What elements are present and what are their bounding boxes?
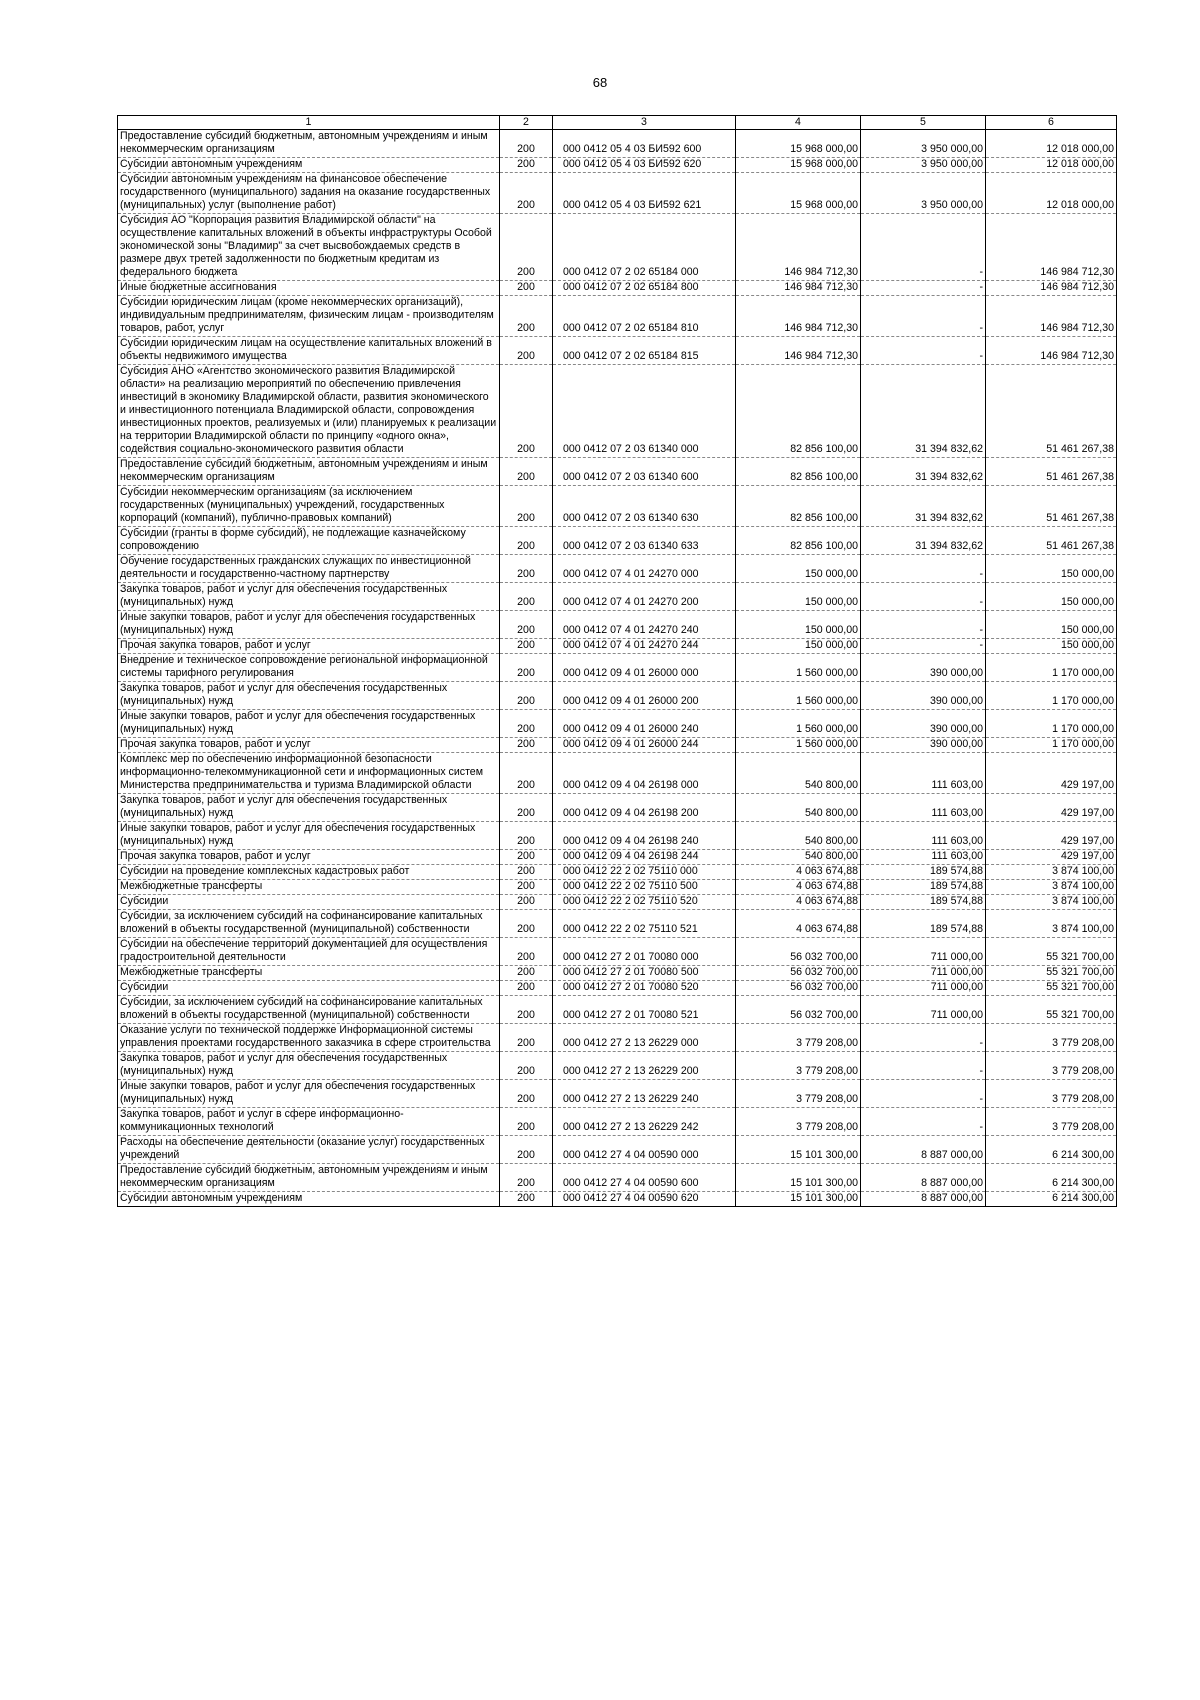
row-approved-amount: 1 560 000,00 [736,738,861,753]
row-budget-code: 000 0412 07 2 02 65184 000 [553,214,736,281]
column-header: 2 [500,116,553,130]
row-executed-amount: 390 000,00 [861,682,986,710]
row-name: Закупка товаров, работ и услуг в сфере информационно-коммуникационных технологий [118,1108,500,1136]
row-budget-code: 000 0412 09 4 01 26000 240 [553,710,736,738]
row-code: 200 [500,753,553,794]
row-code: 200 [500,130,553,158]
row-executed-amount: 711 000,00 [861,938,986,966]
row-name: Закупка товаров, работ и услуг для обеспечения государственных (муниципальных) нужд [118,583,500,611]
row-budget-code: 000 0412 05 4 03 БИ592 600 [553,130,736,158]
row-approved-amount: 82 856 100,00 [736,458,861,486]
row-executed-amount: 111 603,00 [861,794,986,822]
row-name: Субсидия АО "Корпорация развития Владимирской области" на осуществление капитальных вложений в объекты инфраструктуры Особой экономической зоны "Владимир" за счет высвобождаемых средств в размере двух третей задолженности по бюджетным кредитам из федерального бюджета [118,214,500,281]
table-row [118,1024,1117,1052]
row-name: Предоставление субсидий бюджетным, автономным учреждениям и иным некоммерческим организациям [118,458,500,486]
row-name: Субсидии юридическим лицам на осуществление капитальных вложений в объекты недвижимого имущества [118,337,500,365]
row-code: 200 [500,850,553,865]
row-code: 200 [500,1136,553,1164]
row-approved-amount: 540 800,00 [736,850,861,865]
row-code: 200 [500,173,553,214]
table-row [118,981,1117,996]
row-executed-amount: 189 574,88 [861,865,986,880]
row-remaining-amount: 51 461 267,38 [986,365,1117,458]
row-approved-amount: 15 968 000,00 [736,173,861,214]
row-executed-amount: - [861,337,986,365]
row-approved-amount: 56 032 700,00 [736,966,861,981]
row-approved-amount: 4 063 674,88 [736,910,861,938]
row-approved-amount: 56 032 700,00 [736,996,861,1024]
row-name: Иные закупки товаров, работ и услуг для обеспечения государственных (муниципальных) нужд [118,822,500,850]
row-remaining-amount: 3 874 100,00 [986,865,1117,880]
row-executed-amount: 8 887 000,00 [861,1136,986,1164]
row-budget-code: 000 0412 27 2 01 70080 000 [553,938,736,966]
row-budget-code: 000 0412 27 4 04 00590 600 [553,1164,736,1192]
table-row [118,1080,1117,1108]
row-remaining-amount: 150 000,00 [986,611,1117,639]
row-remaining-amount: 3 779 208,00 [986,1052,1117,1080]
row-approved-amount: 3 779 208,00 [736,1024,861,1052]
row-code: 200 [500,158,553,173]
row-executed-amount: 111 603,00 [861,753,986,794]
row-executed-amount: 111 603,00 [861,822,986,850]
row-executed-amount: 3 950 000,00 [861,158,986,173]
table-row [118,296,1117,337]
row-remaining-amount: 3 874 100,00 [986,895,1117,910]
row-approved-amount: 4 063 674,88 [736,865,861,880]
row-approved-amount: 1 560 000,00 [736,654,861,682]
table-row [118,639,1117,654]
row-name: Межбюджетные трансферты [118,880,500,895]
row-code: 200 [500,880,553,895]
row-approved-amount: 540 800,00 [736,822,861,850]
table-row [118,365,1117,458]
row-approved-amount: 1 560 000,00 [736,682,861,710]
row-budget-code: 000 0412 27 2 01 70080 521 [553,996,736,1024]
row-code: 200 [500,938,553,966]
row-remaining-amount: 55 321 700,00 [986,996,1117,1024]
table-row [118,710,1117,738]
table-row [118,158,1117,173]
row-approved-amount: 3 779 208,00 [736,1052,861,1080]
row-name: Иные бюджетные ассигнования [118,281,500,296]
row-executed-amount: 31 394 832,62 [861,486,986,527]
row-code: 200 [500,639,553,654]
row-executed-amount: - [861,555,986,583]
row-budget-code: 000 0412 07 2 02 65184 810 [553,296,736,337]
row-budget-code: 000 0412 09 4 01 26000 000 [553,654,736,682]
row-approved-amount: 56 032 700,00 [736,981,861,996]
row-approved-amount: 540 800,00 [736,753,861,794]
row-code: 200 [500,654,553,682]
row-budget-code: 000 0412 27 2 13 26229 200 [553,1052,736,1080]
row-remaining-amount: 51 461 267,38 [986,527,1117,555]
table-row [118,214,1117,281]
table-row [118,966,1117,981]
row-name: Внедрение и техническое сопровождение региональной информационной системы тарифного регулирования [118,654,500,682]
table-row [118,458,1117,486]
row-budget-code: 000 0412 07 2 02 65184 815 [553,337,736,365]
row-remaining-amount: 12 018 000,00 [986,173,1117,214]
row-remaining-amount: 55 321 700,00 [986,981,1117,996]
row-code: 200 [500,865,553,880]
row-name: Оказание услуги по технической поддержке Информационной системы управления проектами государственного заказчика в сфере строительства [118,1024,500,1052]
row-executed-amount: 711 000,00 [861,966,986,981]
row-approved-amount: 150 000,00 [736,583,861,611]
row-executed-amount: 390 000,00 [861,710,986,738]
table-row [118,753,1117,794]
row-name: Субсидии на обеспечение территорий документацией для осуществления градостроительной деятельности [118,938,500,966]
row-remaining-amount: 429 197,00 [986,794,1117,822]
table-row [118,850,1117,865]
row-name: Субсидии юридическим лицам (кроме некоммерческих организаций), индивидуальным предпринимателям, физическим лицам - производителям товаров, работ, услуг [118,296,500,337]
row-executed-amount: - [861,583,986,611]
row-name: Субсидии автономным учреждениям [118,158,500,173]
row-remaining-amount: 51 461 267,38 [986,458,1117,486]
row-executed-amount: 8 887 000,00 [861,1164,986,1192]
table-row [118,1164,1117,1192]
table-row [118,794,1117,822]
row-name: Закупка товаров, работ и услуг для обеспечения государственных (муниципальных) нужд [118,1052,500,1080]
row-remaining-amount: 12 018 000,00 [986,130,1117,158]
row-name: Субсидии автономным учреждениям [118,1192,500,1207]
table-row [118,337,1117,365]
row-name: Субсидии некоммерческим организациям (за исключением государственных (муниципальных) учреждений, государственных корпораций (компаний), публично-правовых компаний) [118,486,500,527]
row-name: Закупка товаров, работ и услуг для обеспечения государственных (муниципальных) нужд [118,682,500,710]
row-remaining-amount: 146 984 712,30 [986,337,1117,365]
row-executed-amount: 3 950 000,00 [861,130,986,158]
row-code: 200 [500,1108,553,1136]
row-name: Предоставление субсидий бюджетным, автономным учреждениям и иным некоммерческим организациям [118,1164,500,1192]
row-approved-amount: 15 968 000,00 [736,130,861,158]
row-remaining-amount: 146 984 712,30 [986,281,1117,296]
row-name: Закупка товаров, работ и услуг для обеспечения государственных (муниципальных) нужд [118,794,500,822]
column-header: 1 [118,116,500,130]
row-remaining-amount: 1 170 000,00 [986,710,1117,738]
row-executed-amount: 189 574,88 [861,895,986,910]
row-name: Субсидии, за исключением субсидий на софинансирование капитальных вложений в объекты государственной (муниципальной) собственности [118,996,500,1024]
row-name: Субсидии, за исключением субсидий на софинансирование капитальных вложений в объекты государственной (муниципальной) собственности [118,910,500,938]
row-code: 200 [500,966,553,981]
row-code: 200 [500,337,553,365]
row-budget-code: 000 0412 09 4 04 26198 200 [553,794,736,822]
row-executed-amount: - [861,639,986,654]
row-approved-amount: 3 779 208,00 [736,1080,861,1108]
row-budget-code: 000 0412 09 4 01 26000 200 [553,682,736,710]
row-executed-amount: - [861,1080,986,1108]
row-code: 200 [500,710,553,738]
row-approved-amount: 4 063 674,88 [736,895,861,910]
row-name: Субсидия АНО «Агентство экономического развития Владимирской области» на реализацию мероприятий по обеспечению привлечения инвестиций в экономику Владимирской области, развития экономического и инвестиционного потенциала Владимирской области, сопровождения инвестиционных проектов, реализуемых и (или) планируемых к реализации на территории Владимирской области по принципу «одного окна», содействия социально-экономического развития области [118,365,500,458]
row-name: Иные закупки товаров, работ и услуг для обеспечения государственных (муниципальных) нужд [118,611,500,639]
row-executed-amount: 31 394 832,62 [861,527,986,555]
row-remaining-amount: 1 170 000,00 [986,682,1117,710]
row-code: 200 [500,996,553,1024]
row-budget-code: 000 0412 27 4 04 00590 620 [553,1192,736,1207]
row-approved-amount: 82 856 100,00 [736,527,861,555]
row-remaining-amount: 1 170 000,00 [986,654,1117,682]
table-row [118,583,1117,611]
row-name: Иные закупки товаров, работ и услуг для обеспечения государственных (муниципальных) нужд [118,1080,500,1108]
row-name: Иные закупки товаров, работ и услуг для обеспечения государственных (муниципальных) нужд [118,710,500,738]
row-approved-amount: 540 800,00 [736,794,861,822]
row-remaining-amount: 429 197,00 [986,753,1117,794]
table-row [118,173,1117,214]
row-remaining-amount: 6 214 300,00 [986,1136,1117,1164]
row-executed-amount: 390 000,00 [861,654,986,682]
row-code: 200 [500,794,553,822]
column-header: 5 [861,116,986,130]
row-budget-code: 000 0412 27 2 01 70080 520 [553,981,736,996]
row-name: Субсидии автономным учреждениям на финансовое обеспечение государственного (муниципального) задания на оказание государственных (муниципальных) услуг (выполнение работ) [118,173,500,214]
column-header: 4 [736,116,861,130]
row-remaining-amount: 150 000,00 [986,583,1117,611]
table-row [118,996,1117,1024]
table-row [118,654,1117,682]
row-approved-amount: 146 984 712,30 [736,337,861,365]
row-budget-code: 000 0412 09 4 04 26198 244 [553,850,736,865]
row-name: Субсидии [118,895,500,910]
row-code: 200 [500,296,553,337]
row-approved-amount: 82 856 100,00 [736,365,861,458]
row-remaining-amount: 1 170 000,00 [986,738,1117,753]
row-code: 200 [500,214,553,281]
row-executed-amount: - [861,214,986,281]
row-executed-amount: - [861,281,986,296]
row-budget-code: 000 0412 22 2 02 75110 521 [553,910,736,938]
row-code: 200 [500,458,553,486]
row-name: Прочая закупка товаров, работ и услуг [118,639,500,654]
row-approved-amount: 150 000,00 [736,555,861,583]
row-name: Комплекс мер по обеспечению информационной безопасности информационно-телекоммуникационной сети и информационных систем Министерства предпринимательства и туризма Владимирской области [118,753,500,794]
row-executed-amount: 189 574,88 [861,910,986,938]
row-executed-amount: 8 887 000,00 [861,1192,986,1207]
row-budget-code: 000 0412 22 2 02 75110 000 [553,865,736,880]
row-approved-amount: 15 968 000,00 [736,158,861,173]
table-row [118,486,1117,527]
row-budget-code: 000 0412 22 2 02 75110 520 [553,895,736,910]
row-name: Прочая закупка товаров, работ и услуг [118,850,500,865]
row-budget-code: 000 0412 22 2 02 75110 500 [553,880,736,895]
row-remaining-amount: 429 197,00 [986,850,1117,865]
column-header: 6 [986,116,1117,130]
row-remaining-amount: 51 461 267,38 [986,486,1117,527]
row-executed-amount: 111 603,00 [861,850,986,865]
row-remaining-amount: 3 779 208,00 [986,1080,1117,1108]
row-remaining-amount: 3 874 100,00 [986,910,1117,938]
row-code: 200 [500,555,553,583]
row-approved-amount: 4 063 674,88 [736,880,861,895]
row-code: 200 [500,910,553,938]
table-row [118,1192,1117,1207]
row-code: 200 [500,281,553,296]
row-budget-code: 000 0412 07 2 03 61340 000 [553,365,736,458]
row-code: 200 [500,1164,553,1192]
row-budget-code: 000 0412 27 2 13 26229 000 [553,1024,736,1052]
row-remaining-amount: 150 000,00 [986,555,1117,583]
row-executed-amount: - [861,1108,986,1136]
row-budget-code: 000 0412 07 2 03 61340 630 [553,486,736,527]
row-name: Обучение государственных гражданских служащих по инвестиционной деятельности и государственно-частному партнерству [118,555,500,583]
row-name: Межбюджетные трансферты [118,966,500,981]
row-code: 200 [500,1192,553,1207]
row-executed-amount: 31 394 832,62 [861,365,986,458]
row-executed-amount: 711 000,00 [861,996,986,1024]
row-budget-code: 000 0412 05 4 03 БИ592 621 [553,173,736,214]
row-code: 200 [500,1080,553,1108]
row-remaining-amount: 429 197,00 [986,822,1117,850]
table-row [118,895,1117,910]
row-name: Субсидии (гранты в форме субсидий), не подлежащие казначейскому сопровождению [118,527,500,555]
row-code: 200 [500,682,553,710]
row-budget-code: 000 0412 09 4 04 26198 000 [553,753,736,794]
row-budget-code: 000 0412 05 4 03 БИ592 620 [553,158,736,173]
row-name: Предоставление субсидий бюджетным, автономным учреждениям и иным некоммерческим организациям [118,130,500,158]
row-code: 200 [500,365,553,458]
row-approved-amount: 1 560 000,00 [736,710,861,738]
row-executed-amount: 31 394 832,62 [861,458,986,486]
row-executed-amount: 711 000,00 [861,981,986,996]
row-approved-amount: 15 101 300,00 [736,1136,861,1164]
row-approved-amount: 150 000,00 [736,639,861,654]
table-row [118,1052,1117,1080]
row-budget-code: 000 0412 07 2 03 61340 600 [553,458,736,486]
row-code: 200 [500,738,553,753]
row-name: Прочая закупка товаров, работ и услуг [118,738,500,753]
table-row [118,555,1117,583]
table-row [118,738,1117,753]
row-approved-amount: 15 101 300,00 [736,1192,861,1207]
row-code: 200 [500,822,553,850]
row-executed-amount: 3 950 000,00 [861,173,986,214]
row-remaining-amount: 12 018 000,00 [986,158,1117,173]
table-row [118,880,1117,895]
row-budget-code: 000 0412 09 4 04 26198 240 [553,822,736,850]
row-remaining-amount: 3 779 208,00 [986,1024,1117,1052]
row-remaining-amount: 146 984 712,30 [986,296,1117,337]
column-header: 3 [553,116,736,130]
table-row [118,130,1117,158]
table-row [118,1136,1117,1164]
table-row [118,1108,1117,1136]
row-budget-code: 000 0412 27 4 04 00590 000 [553,1136,736,1164]
row-code: 200 [500,981,553,996]
row-executed-amount: 390 000,00 [861,738,986,753]
row-executed-amount: 189 574,88 [861,880,986,895]
row-remaining-amount: 6 214 300,00 [986,1192,1117,1207]
row-code: 200 [500,583,553,611]
row-budget-code: 000 0412 09 4 01 26000 244 [553,738,736,753]
row-executed-amount: - [861,1052,986,1080]
table-row [118,938,1117,966]
page-number: 68 [592,75,608,90]
row-executed-amount: - [861,611,986,639]
row-budget-code: 000 0412 27 2 01 70080 500 [553,966,736,981]
table-row [118,865,1117,880]
row-code: 200 [500,611,553,639]
row-code: 200 [500,895,553,910]
row-approved-amount: 146 984 712,30 [736,296,861,337]
row-remaining-amount: 3 779 208,00 [986,1108,1117,1136]
row-remaining-amount: 146 984 712,30 [986,214,1117,281]
row-executed-amount: - [861,296,986,337]
row-approved-amount: 150 000,00 [736,611,861,639]
row-budget-code: 000 0412 27 2 13 26229 242 [553,1108,736,1136]
row-budget-code: 000 0412 27 2 13 26229 240 [553,1080,736,1108]
row-code: 200 [500,527,553,555]
table-row [118,527,1117,555]
row-remaining-amount: 55 321 700,00 [986,938,1117,966]
table-row [118,910,1117,938]
header-row [118,116,1117,130]
table-row [118,611,1117,639]
row-code: 200 [500,486,553,527]
row-approved-amount: 3 779 208,00 [736,1108,861,1136]
budget-table [117,115,1117,1207]
row-remaining-amount: 3 874 100,00 [986,880,1117,895]
row-budget-code: 000 0412 07 2 03 61340 633 [553,527,736,555]
table-row [118,822,1117,850]
row-approved-amount: 146 984 712,30 [736,214,861,281]
row-budget-code: 000 0412 07 4 01 24270 200 [553,583,736,611]
row-approved-amount: 56 032 700,00 [736,938,861,966]
row-executed-amount: - [861,1024,986,1052]
row-budget-code: 000 0412 07 4 01 24270 000 [553,555,736,583]
row-budget-code: 000 0412 07 2 02 65184 800 [553,281,736,296]
table-body [118,130,1117,1207]
row-name: Субсидии на проведение комплексных кадастровых работ [118,865,500,880]
row-budget-code: 000 0412 07 4 01 24270 240 [553,611,736,639]
row-budget-code: 000 0412 07 4 01 24270 244 [553,639,736,654]
row-code: 200 [500,1024,553,1052]
table-row [118,281,1117,296]
row-name: Расходы на обеспечение деятельности (оказание услуг) государственных учреждений [118,1136,500,1164]
row-approved-amount: 15 101 300,00 [736,1164,861,1192]
row-remaining-amount: 6 214 300,00 [986,1164,1117,1192]
row-remaining-amount: 55 321 700,00 [986,966,1117,981]
row-code: 200 [500,1052,553,1080]
row-approved-amount: 146 984 712,30 [736,281,861,296]
table-row [118,682,1117,710]
row-approved-amount: 82 856 100,00 [736,486,861,527]
row-remaining-amount: 150 000,00 [986,639,1117,654]
row-name: Субсидии [118,981,500,996]
